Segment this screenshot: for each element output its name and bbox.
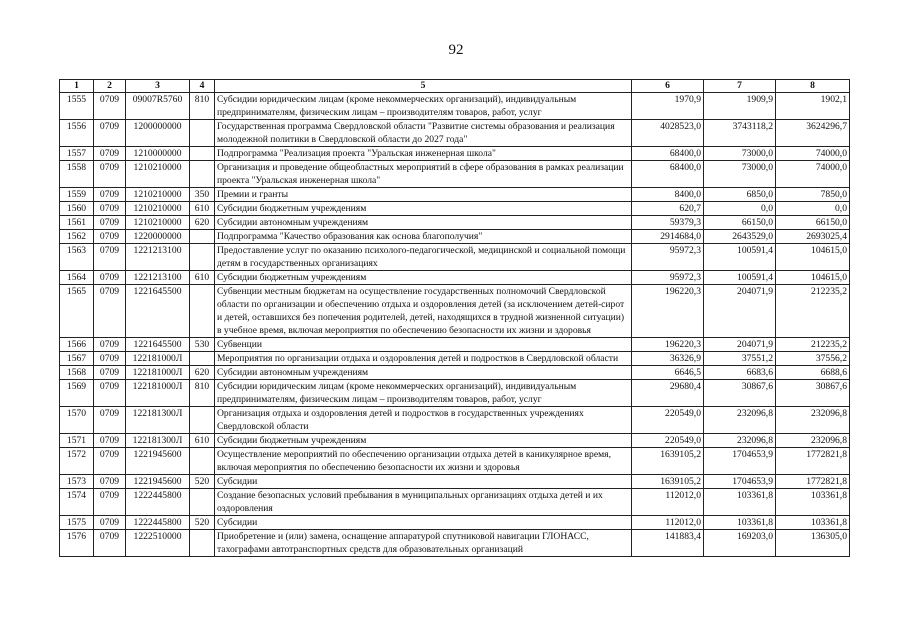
item-name: Приобретение и (или) замена, оснащение аппаратурой спутниковой навигации ГЛОНАСС, тахографами автотранспортных средств для образовательных организаций bbox=[215, 530, 632, 557]
expense-type-code: 520 bbox=[190, 516, 215, 530]
amount-year-1: 196220,3 bbox=[632, 338, 704, 352]
expense-type-code bbox=[190, 147, 215, 161]
table-row bbox=[60, 230, 850, 244]
target-article-code: 1210000000 bbox=[126, 147, 190, 161]
item-name: Премии и гранты bbox=[215, 188, 632, 202]
target-article-code: 1222445800 bbox=[126, 516, 190, 530]
amount-year-3: 37556,2 bbox=[776, 352, 850, 366]
row-number: 1564 bbox=[60, 271, 94, 285]
page-number: 92 bbox=[448, 42, 464, 58]
item-name: Подпрограмма "Реализация проекта "Уральская инженерная школа" bbox=[215, 147, 632, 161]
amount-year-3: 0,0 bbox=[776, 202, 850, 216]
target-article-code: 122181000Л bbox=[126, 352, 190, 366]
table-row bbox=[60, 475, 850, 489]
expense-type-code bbox=[190, 530, 215, 557]
item-name: Предоставление услуг по оказанию психолого-педагогической, медицинской и социальной помощи детям в государственных организациях bbox=[215, 244, 632, 271]
amount-year-3: 103361,8 bbox=[776, 516, 850, 530]
expense-type-code bbox=[190, 161, 215, 188]
section-code: 0709 bbox=[94, 516, 126, 530]
expense-type-code bbox=[190, 352, 215, 366]
amount-year-2: 204071,9 bbox=[704, 338, 776, 352]
amount-year-2: 100591,4 bbox=[704, 271, 776, 285]
table-row bbox=[60, 434, 850, 448]
section-code: 0709 bbox=[94, 338, 126, 352]
amount-year-2: 204071,9 bbox=[704, 285, 776, 338]
expense-type-code: 810 bbox=[190, 93, 215, 120]
table-row bbox=[60, 407, 850, 434]
section-code: 0709 bbox=[94, 120, 126, 147]
amount-year-1: 220549,0 bbox=[632, 434, 704, 448]
item-name: Осуществление мероприятий по обеспечению организации отдыха детей в каникулярное время, включая мероприятия по обеспечению безопасности их жизни и здоровья bbox=[215, 448, 632, 475]
header-cell-2: 2 bbox=[94, 80, 126, 93]
amount-year-2: 6850,0 bbox=[704, 188, 776, 202]
expense-type-code bbox=[190, 448, 215, 475]
section-code: 0709 bbox=[94, 216, 126, 230]
amount-year-3: 74000,0 bbox=[776, 147, 850, 161]
expense-type-code bbox=[190, 285, 215, 338]
target-article-code: 1221645500 bbox=[126, 285, 190, 338]
amount-year-3: 1772821,8 bbox=[776, 475, 850, 489]
header-cell-7: 7 bbox=[704, 80, 776, 93]
amount-year-1: 6646,5 bbox=[632, 366, 704, 380]
table-row bbox=[60, 202, 850, 216]
expense-type-code: 530 bbox=[190, 338, 215, 352]
row-number: 1572 bbox=[60, 448, 94, 475]
row-number: 1557 bbox=[60, 147, 94, 161]
header-cell-5: 5 bbox=[215, 80, 632, 93]
table-row bbox=[60, 271, 850, 285]
expense-type-code bbox=[190, 407, 215, 434]
expense-type-code: 810 bbox=[190, 380, 215, 407]
amount-year-1: 4028523,0 bbox=[632, 120, 704, 147]
item-name: Субсидии бюджетным учреждениям bbox=[215, 434, 632, 448]
row-number: 1556 bbox=[60, 120, 94, 147]
amount-year-2: 6683,6 bbox=[704, 366, 776, 380]
amount-year-2: 1704653,9 bbox=[704, 475, 776, 489]
table-row bbox=[60, 147, 850, 161]
amount-year-1: 95972,3 bbox=[632, 271, 704, 285]
table-body bbox=[60, 93, 850, 557]
amount-year-2: 103361,8 bbox=[704, 489, 776, 516]
section-code: 0709 bbox=[94, 230, 126, 244]
item-name: Организация отдыха и оздоровления детей и подростков в государственных учреждениях Свердловской области bbox=[215, 407, 632, 434]
target-article-code: 1222445800 bbox=[126, 489, 190, 516]
section-code: 0709 bbox=[94, 475, 126, 489]
item-name: Субсидии bbox=[215, 475, 632, 489]
target-article-code: 1220000000 bbox=[126, 230, 190, 244]
target-article-code: 1210210000 bbox=[126, 202, 190, 216]
amount-year-3: 3624296,7 bbox=[776, 120, 850, 147]
amount-year-3: 103361,8 bbox=[776, 489, 850, 516]
row-number: 1574 bbox=[60, 489, 94, 516]
row-number: 1567 bbox=[60, 352, 94, 366]
amount-year-3: 66150,0 bbox=[776, 216, 850, 230]
table-row bbox=[60, 448, 850, 475]
amount-year-2: 2643529,0 bbox=[704, 230, 776, 244]
amount-year-2: 0,0 bbox=[704, 202, 776, 216]
expense-type-code: 620 bbox=[190, 216, 215, 230]
target-article-code: 1221213100 bbox=[126, 271, 190, 285]
expense-type-code: 610 bbox=[190, 434, 215, 448]
amount-year-3: 1772821,8 bbox=[776, 448, 850, 475]
amount-year-1: 8400,0 bbox=[632, 188, 704, 202]
amount-year-1: 141883,4 bbox=[632, 530, 704, 557]
row-number: 1576 bbox=[60, 530, 94, 557]
table-row bbox=[60, 161, 850, 188]
target-article-code: 1210210000 bbox=[126, 161, 190, 188]
amount-year-1: 2914684,0 bbox=[632, 230, 704, 244]
table-row bbox=[60, 352, 850, 366]
amount-year-1: 1970,9 bbox=[632, 93, 704, 120]
amount-year-2: 1704653,9 bbox=[704, 448, 776, 475]
amount-year-3: 30867,6 bbox=[776, 380, 850, 407]
row-number: 1561 bbox=[60, 216, 94, 230]
item-name: Субсидии bbox=[215, 516, 632, 530]
header-row bbox=[60, 80, 850, 93]
amount-year-3: 74000,0 bbox=[776, 161, 850, 188]
amount-year-2: 232096,8 bbox=[704, 434, 776, 448]
section-code: 0709 bbox=[94, 202, 126, 216]
row-number: 1559 bbox=[60, 188, 94, 202]
row-number: 1555 bbox=[60, 93, 94, 120]
amount-year-2: 3743118,2 bbox=[704, 120, 776, 147]
amount-year-1: 36326,9 bbox=[632, 352, 704, 366]
target-article-code: 1221945600 bbox=[126, 475, 190, 489]
amount-year-1: 68400,0 bbox=[632, 147, 704, 161]
item-name: Подпрограмма "Качество образования как основа благополучия" bbox=[215, 230, 632, 244]
amount-year-3: 212235,2 bbox=[776, 285, 850, 338]
amount-year-2: 100591,4 bbox=[704, 244, 776, 271]
expense-type-code bbox=[190, 244, 215, 271]
section-code: 0709 bbox=[94, 380, 126, 407]
target-article-code: 122181000Л bbox=[126, 380, 190, 407]
table-row bbox=[60, 120, 850, 147]
section-code: 0709 bbox=[94, 93, 126, 120]
row-number: 1573 bbox=[60, 475, 94, 489]
section-code: 0709 bbox=[94, 407, 126, 434]
item-name: Субсидии автономным учреждениям bbox=[215, 366, 632, 380]
table-row bbox=[60, 366, 850, 380]
item-name: Субсидии бюджетным учреждениям bbox=[215, 271, 632, 285]
section-code: 0709 bbox=[94, 188, 126, 202]
row-number: 1563 bbox=[60, 244, 94, 271]
amount-year-3: 104615,0 bbox=[776, 271, 850, 285]
amount-year-2: 66150,0 bbox=[704, 216, 776, 230]
target-article-code: 1221645500 bbox=[126, 338, 190, 352]
expense-type-code bbox=[190, 230, 215, 244]
section-code: 0709 bbox=[94, 161, 126, 188]
row-number: 1570 bbox=[60, 407, 94, 434]
target-article-code: 1210210000 bbox=[126, 216, 190, 230]
row-number: 1571 bbox=[60, 434, 94, 448]
header-cell-6: 6 bbox=[632, 80, 704, 93]
item-name: Создание безопасных условий пребывания в муниципальных организациях отдыха детей и их оздоровления bbox=[215, 489, 632, 516]
section-code: 0709 bbox=[94, 352, 126, 366]
amount-year-3: 232096,8 bbox=[776, 407, 850, 434]
amount-year-1: 112012,0 bbox=[632, 489, 704, 516]
amount-year-3: 7850,0 bbox=[776, 188, 850, 202]
table-row bbox=[60, 188, 850, 202]
target-article-code: 1221213100 bbox=[126, 244, 190, 271]
row-number: 1568 bbox=[60, 366, 94, 380]
header-cell-4: 4 bbox=[190, 80, 215, 93]
section-code: 0709 bbox=[94, 285, 126, 338]
table-row bbox=[60, 285, 850, 338]
section-code: 0709 bbox=[94, 147, 126, 161]
target-article-code: 1210210000 bbox=[126, 188, 190, 202]
amount-year-3: 2693025,4 bbox=[776, 230, 850, 244]
amount-year-1: 220549,0 bbox=[632, 407, 704, 434]
amount-year-3: 104615,0 bbox=[776, 244, 850, 271]
item-name: Мероприятия по организации отдыха и оздоровления детей и подростков в Свердловской области bbox=[215, 352, 632, 366]
row-number: 1569 bbox=[60, 380, 94, 407]
amount-year-2: 73000,0 bbox=[704, 161, 776, 188]
header-cell-1: 1 bbox=[60, 80, 94, 93]
table-row bbox=[60, 530, 850, 557]
expense-type-code: 350 bbox=[190, 188, 215, 202]
amount-year-3: 136305,0 bbox=[776, 530, 850, 557]
amount-year-2: 30867,6 bbox=[704, 380, 776, 407]
header-cell-3: 3 bbox=[126, 80, 190, 93]
table-row bbox=[60, 380, 850, 407]
table-row bbox=[60, 516, 850, 530]
row-number: 1560 bbox=[60, 202, 94, 216]
amount-year-1: 1639105,2 bbox=[632, 475, 704, 489]
section-code: 0709 bbox=[94, 366, 126, 380]
table-row bbox=[60, 244, 850, 271]
amount-year-3: 212235,2 bbox=[776, 338, 850, 352]
section-code: 0709 bbox=[94, 448, 126, 475]
item-name: Субсидии бюджетным учреждениям bbox=[215, 202, 632, 216]
amount-year-2: 73000,0 bbox=[704, 147, 776, 161]
target-article-code: 1200000000 bbox=[126, 120, 190, 147]
item-name: Субсидии юридическим лицам (кроме некоммерческих организаций), индивидуальным предпринимателям, физическим лицам – производителям товаров, работ, услуг bbox=[215, 380, 632, 407]
amount-year-2: 103361,8 bbox=[704, 516, 776, 530]
expense-type-code: 610 bbox=[190, 202, 215, 216]
item-name: Организация и проведение общеобластных мероприятий в сфере образования в рамках реализации проекта "Уральская инженерная школа" bbox=[215, 161, 632, 188]
target-article-code: 1221945600 bbox=[126, 448, 190, 475]
row-number: 1565 bbox=[60, 285, 94, 338]
item-name: Субсидии автономным учреждениям bbox=[215, 216, 632, 230]
expense-type-code bbox=[190, 120, 215, 147]
table-row bbox=[60, 93, 850, 120]
table-row bbox=[60, 489, 850, 516]
expense-type-code bbox=[190, 489, 215, 516]
header-cell-8: 8 bbox=[776, 80, 850, 93]
amount-year-1: 95972,3 bbox=[632, 244, 704, 271]
amount-year-1: 112012,0 bbox=[632, 516, 704, 530]
item-name: Субвенции местным бюджетам на осуществление государственных полномочий Свердловской области по организации и обеспечению отдыха и оздоровления детей (за исключением детей-сирот и детей, оставшихся без попечения родителей, детей, находящихся в трудной жизненной ситуации) в учебное время, включая мероприятия по обеспечению безопасности их жизни и здоровья bbox=[215, 285, 632, 338]
expense-type-code: 610 bbox=[190, 271, 215, 285]
item-name: Субвенции bbox=[215, 338, 632, 352]
row-number: 1558 bbox=[60, 161, 94, 188]
section-code: 0709 bbox=[94, 489, 126, 516]
table-row bbox=[60, 216, 850, 230]
row-number: 1566 bbox=[60, 338, 94, 352]
amount-year-1: 59379,3 bbox=[632, 216, 704, 230]
target-article-code: 122181300Л bbox=[126, 407, 190, 434]
amount-year-3: 232096,8 bbox=[776, 434, 850, 448]
amount-year-1: 620,7 bbox=[632, 202, 704, 216]
section-code: 0709 bbox=[94, 271, 126, 285]
amount-year-2: 1909,9 bbox=[704, 93, 776, 120]
target-article-code: 1222510000 bbox=[126, 530, 190, 557]
amount-year-1: 1639105,2 bbox=[632, 448, 704, 475]
target-article-code: 09007R5760 bbox=[126, 93, 190, 120]
amount-year-2: 37551,2 bbox=[704, 352, 776, 366]
expense-type-code: 520 bbox=[190, 475, 215, 489]
section-code: 0709 bbox=[94, 530, 126, 557]
table-row bbox=[60, 338, 850, 352]
amount-year-3: 1902,1 bbox=[776, 93, 850, 120]
amount-year-2: 169203,0 bbox=[704, 530, 776, 557]
target-article-code: 122181300Л bbox=[126, 434, 190, 448]
amount-year-1: 196220,3 bbox=[632, 285, 704, 338]
amount-year-1: 68400,0 bbox=[632, 161, 704, 188]
section-code: 0709 bbox=[94, 244, 126, 271]
row-number: 1575 bbox=[60, 516, 94, 530]
amount-year-3: 6688,6 bbox=[776, 366, 850, 380]
budget-table bbox=[59, 79, 850, 557]
expense-type-code: 620 bbox=[190, 366, 215, 380]
amount-year-1: 29680,4 bbox=[632, 380, 704, 407]
amount-year-2: 232096,8 bbox=[704, 407, 776, 434]
row-number: 1562 bbox=[60, 230, 94, 244]
item-name: Государственная программа Свердловской области "Развитие системы образования и реализация молодежной политики в Свердловской области до 2027 года" bbox=[215, 120, 632, 147]
section-code: 0709 bbox=[94, 434, 126, 448]
target-article-code: 122181000Л bbox=[126, 366, 190, 380]
item-name: Субсидии юридическим лицам (кроме некоммерческих организаций), индивидуальным предпринимателям, физическим лицам – производителям товаров, работ, услуг bbox=[215, 93, 632, 120]
